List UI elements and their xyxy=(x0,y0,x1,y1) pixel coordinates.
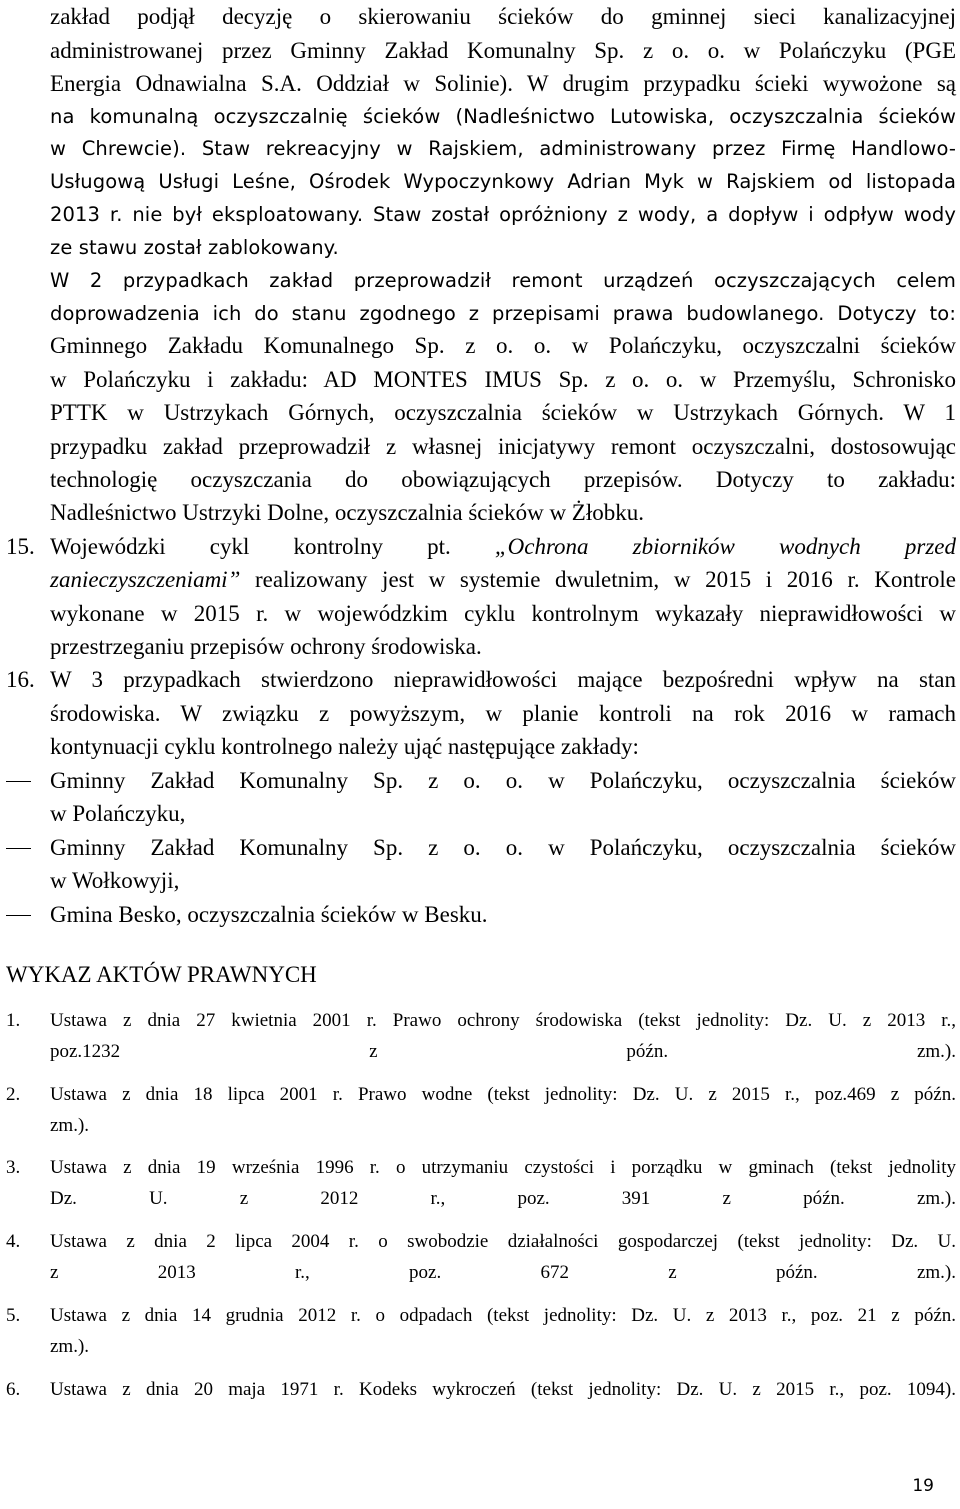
page-number: 19 xyxy=(912,1476,934,1496)
legal-act-number: 3. xyxy=(6,1157,21,1178)
legal-act-number: 5. xyxy=(6,1305,21,1326)
dash-bullet-icon xyxy=(6,781,31,782)
list-item-line: zanieczyszczeniami” realizowany jest w systemie dwuletnim, w 2015 i 2016 r. Kontrole xyxy=(50,567,956,592)
legal-act-line: Ustawa z dnia 2 lipca 2004 r. o swobodzie działalności gospodarczej (tekst jednolity: Dz. U. xyxy=(50,1231,956,1252)
paragraph-line: Energia Odnawialna S.A. Oddział w Solinie). W drugim przypadku ścieki wywożone są xyxy=(50,71,956,96)
legal-act-line: zm.). xyxy=(50,1115,90,1136)
list-item-number: 15. xyxy=(6,534,35,559)
dash-list-line: Gminny Zakład Komunalny Sp. z o. o. w Polańczyku, oczyszczalnia ścieków xyxy=(50,768,956,793)
legal-act-line: zm.). xyxy=(50,1336,90,1357)
dash-bullet-icon xyxy=(6,915,31,916)
paragraph-line: zakład podjął decyzję o skierowaniu ścieków do gminnej sieci kanalizacyjnej xyxy=(50,4,956,29)
paragraph-line: na komunalną oczyszczalnię ścieków (Nadleśnictwo Lutowiska, oczyszczalnia ścieków xyxy=(50,105,956,128)
paragraph-line: administrowanej przez Gminny Zakład Komunalny Sp. z o. o. w Polańczyku (PGE xyxy=(50,38,956,63)
legal-act-line: Dz. U. z 2012 r., poz. 391 z późn. zm.). xyxy=(50,1188,956,1209)
section-heading: WYKAZ AKTÓW PRAWNYCH xyxy=(6,962,317,987)
dash-bullet-icon xyxy=(6,848,31,849)
dash-list-line: Gminny Zakład Komunalny Sp. z o. o. w Polańczyku, oczyszczalnia ścieków xyxy=(50,835,956,860)
paragraph-line: W 2 przypadkach zakład przeprowadził remont urządzeń oczyszczających celem xyxy=(50,269,956,292)
dash-list-line: w Wołkowyji, xyxy=(50,868,180,893)
list-item-line: W 3 przypadkach stwierdzono nieprawidłowości mające bezpośredni wpływ na stan xyxy=(50,667,956,692)
paragraph-line: przypadku zakład przeprowadził z własnej inicjatywy remont oczyszczalni, dostosowując xyxy=(50,434,956,459)
legal-act-number: 4. xyxy=(6,1231,21,1252)
legal-act-number: 2. xyxy=(6,1084,21,1105)
legal-act-line: Ustawa z dnia 20 maja 1971 r. Kodeks wykroczeń (tekst jednolity: Dz. U. z 2015 r., poz. 1094). xyxy=(50,1379,956,1400)
paragraph-line: w Chrewcie). Staw rekreacyjny w Rajskiem, administrowany przez Firmę Handlowo- xyxy=(50,137,956,160)
paragraph-line: Gminnego Zakładu Komunalnego Sp. z o. o. w Polańczyku, oczyszczalni ścieków xyxy=(50,333,956,358)
legal-act-line: Ustawa z dnia 18 lipca 2001 r. Prawo wodne (tekst jednolity: Dz. U. z 2015 r., poz.469 z późn. xyxy=(50,1084,956,1105)
list-item-line: wykonane w 2015 r. w wojewódzkim cyklu kontrolnym wykazały nieprawidłowości w xyxy=(50,601,956,626)
paragraph-line: technologię oczyszczania do obowiązujących przepisów. Dotyczy to zakładu: xyxy=(50,467,956,492)
legal-act-line: poz.1232 z późn. zm.). xyxy=(50,1041,956,1062)
paragraph-line: Usługową Usługi Leśne, Ośrodek Wypoczynkowy Adrian Myk w Rajskiem od listopada xyxy=(50,170,956,193)
dash-list-line: Gmina Besko, oczyszczalnia ścieków w Besku. xyxy=(50,902,488,927)
list-item-number: 16. xyxy=(6,667,35,692)
paragraph-line: w Polańczyku i zakładu: AD MONTES IMUS Sp. z o. o. w Przemyślu, Schronisko xyxy=(50,367,956,392)
paragraph-line: PTTK w Ustrzykach Górnych, oczyszczalnia ścieków w Ustrzykach Górnych. W 1 xyxy=(50,400,956,425)
legal-act-number: 1. xyxy=(6,1010,21,1031)
list-item-line: kontynuacji cyklu kontrolnego należy ująć następujące zakłady: xyxy=(50,734,639,759)
legal-act-number: 6. xyxy=(6,1379,21,1400)
legal-act-line: Ustawa z dnia 19 września 1996 r. o utrzymaniu czystości i porządku w gminach (tekst jednolity xyxy=(50,1157,956,1178)
paragraph-line: 2013 r. nie był eksploatowany. Staw został opróżniony z wody, a dopływ i odpływ wody xyxy=(50,203,956,226)
paragraph-line: doprowadzenia ich do stanu zgodnego z przepisami prawa budowlanego. Dotyczy to: xyxy=(50,302,956,325)
list-item-line: środowiska. W związku z powyższym, w planie kontroli na rok 2016 w ramach xyxy=(50,701,956,726)
list-item-line: Wojewódzki cykl kontrolny pt. „Ochrona zbiorników wodnych przed xyxy=(50,534,956,559)
legal-act-line: Ustawa z dnia 27 kwietnia 2001 r. Prawo ochrony środowiska (tekst jednolity: Dz. U. z 2013 r., xyxy=(50,1010,956,1031)
legal-act-line: z 2013 r., poz. 672 z późn. zm.). xyxy=(50,1262,956,1283)
legal-act-line: Ustawa z dnia 14 grudnia 2012 r. o odpadach (tekst jednolity: Dz. U. z 2013 r., poz. 21 z późn. xyxy=(50,1305,956,1326)
list-item-line: przestrzeganiu przepisów ochrony środowiska. xyxy=(50,634,482,659)
paragraph-line: ze stawu został zablokowany. xyxy=(50,236,339,259)
paragraph-line: Nadleśnictwo Ustrzyki Dolne, oczyszczalnia ścieków w Żłobku. xyxy=(50,500,644,525)
dash-list-line: w Polańczyku, xyxy=(50,801,186,826)
